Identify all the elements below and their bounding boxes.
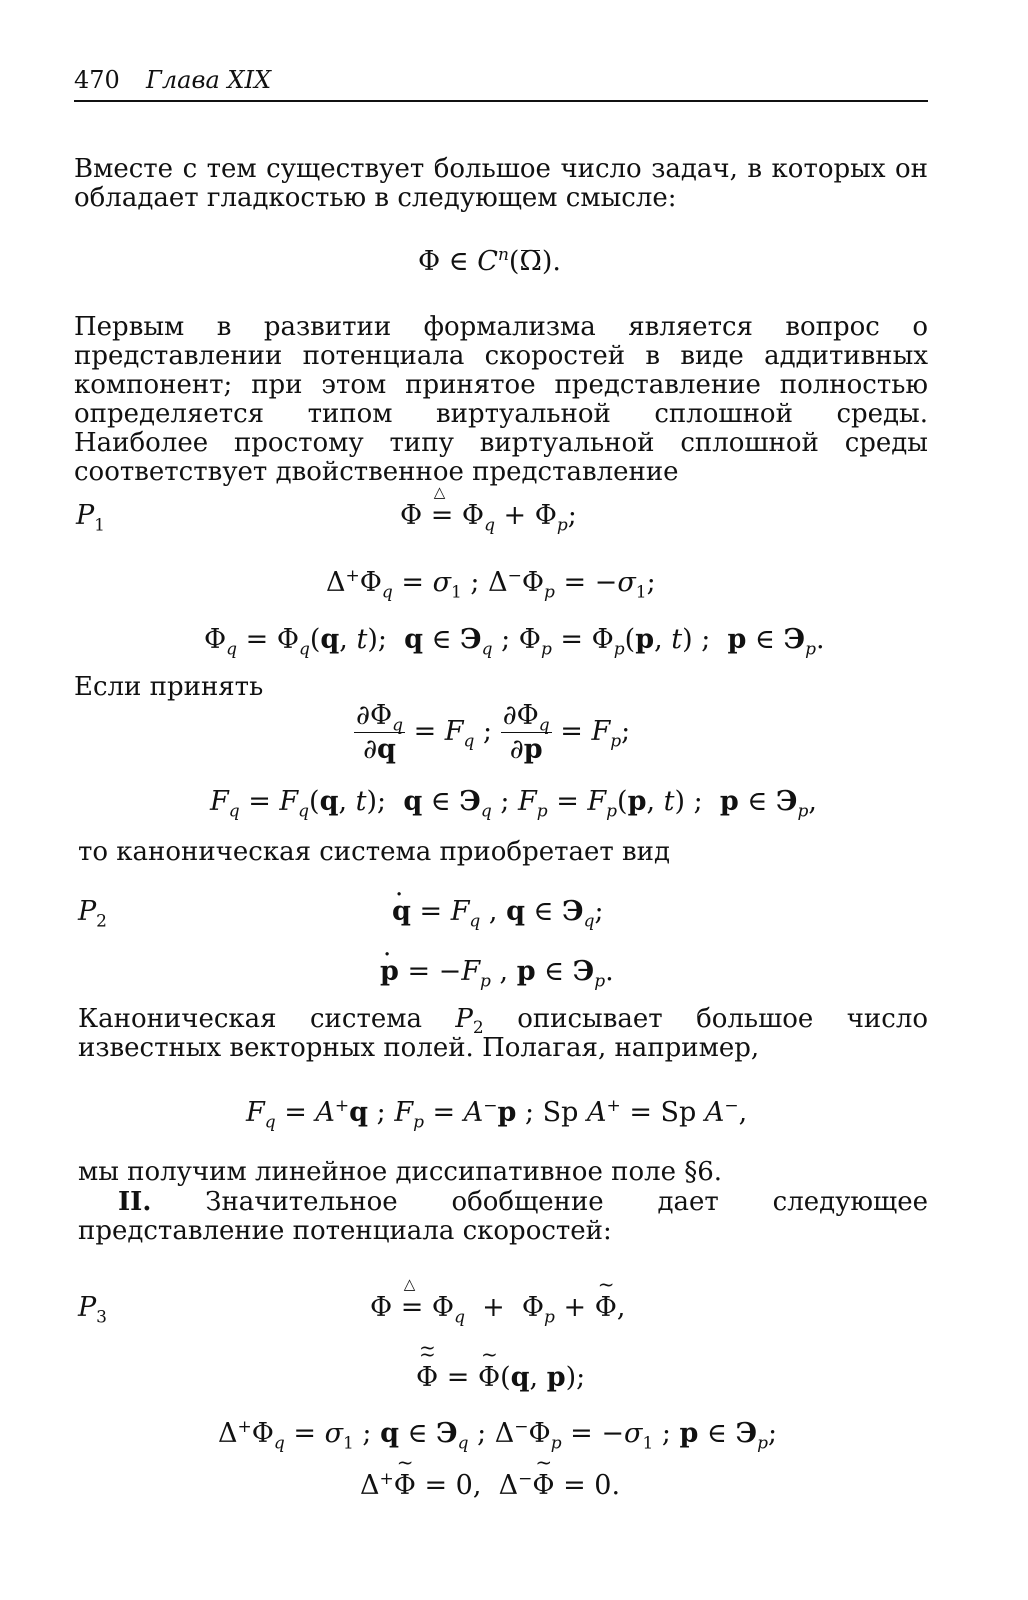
equation-p1-functions: $\Phi_q = \Phi_q(q$, t); q ∈ $Э_q$ ; $\Phi_p = \Phi_p(p$, t) ; p ∈ $Э_p$. [204,624,825,660]
paragraph-6: мы получим линейное диссипативное поле §6. [78,1157,723,1187]
equation-p3-decomposition: Φ △ = $\Phi_q + \Phi_p$ + ~ Φ, [370,1292,625,1323]
label-p2: $P_2$ [78,896,107,932]
paragraph-7: II. Значительное обобщение дает следующее представление потенциала скоростей: [78,1187,928,1246]
equation-p2-p: · $p = -F_p$ , p ∈ $Э_p$. [380,956,614,987]
equation-p3-harmonic: Δ+~ Φ = 0, Δ−~ Φ = 0. [360,1470,620,1501]
paragraph-3: Если принять [74,672,264,702]
paragraph-1: Вместе с тем существует большое число задач, в которых он обладает гладкостью в следующем смысле: [74,154,928,213]
label-p1: $P_1$ [76,500,105,536]
equation-p2-q: · $q = F_q$ , q ∈ $Э_q$; [392,896,604,927]
equation-p1-decomposition: Φ △ = $\Phi_q + \Phi_p$; [400,483,577,536]
label-p3: $P_3$ [78,1292,107,1328]
equation-forces: $F_q = F_q(q$, t); q ∈ $Э_q$ ; $F_p = F_p(p$, t) ; p ∈ $Э_p$, [210,786,817,822]
equation-p1-laplace: $\Delta^+\Phi_q = \sigma_1$ ; $\Delta^-\Phi_p = -\sigma_1$; [326,566,656,603]
equation-derivatives: $\frac{\partial\Phi_q}{\partial q}$ = $F_q$ ; $\frac{\partial\Phi_q}{\partial p}$ = $F_p$; [356,700,631,765]
chapter-title: Глава XIX [146,66,272,94]
page-header [74,64,928,102]
paragraph-5: Каноническая система $P_2$ описывает большое число известных векторных полей. Полагая, например, [78,1004,928,1063]
paragraph-4: то каноническая система приобретает вид [78,837,670,867]
equation-p3-tilde: ~ Φ ~ = ~ Φ(q, p); [416,1362,585,1393]
paragraph-2: Первым в развитии формализма является вопрос о представлении потенциала скоростей в виде аддитивных компонент; при этом принятое представление полностью определяется типом виртуальной сплошной среды. Наиболее простому типу виртуальной сплошной среды соответствует двойственное представление [74,312,928,487]
equation-linear-field: $F_q = A^+q$ ; $F_p = A^-p$ ; Sp A+ = Sp A−, [246,1096,748,1133]
equation-p3-laplace: $\Delta^+\Phi_q = \sigma_1$ ; q ∈ $Э_q$ ; $\Delta^-\Phi_p = -\sigma_1$ ; p ∈ $Э_p$; [218,1417,778,1454]
equation-smoothness: Φ ∈ $C^n(\Omega)$. [418,245,561,277]
page-number: 470 [74,66,120,94]
